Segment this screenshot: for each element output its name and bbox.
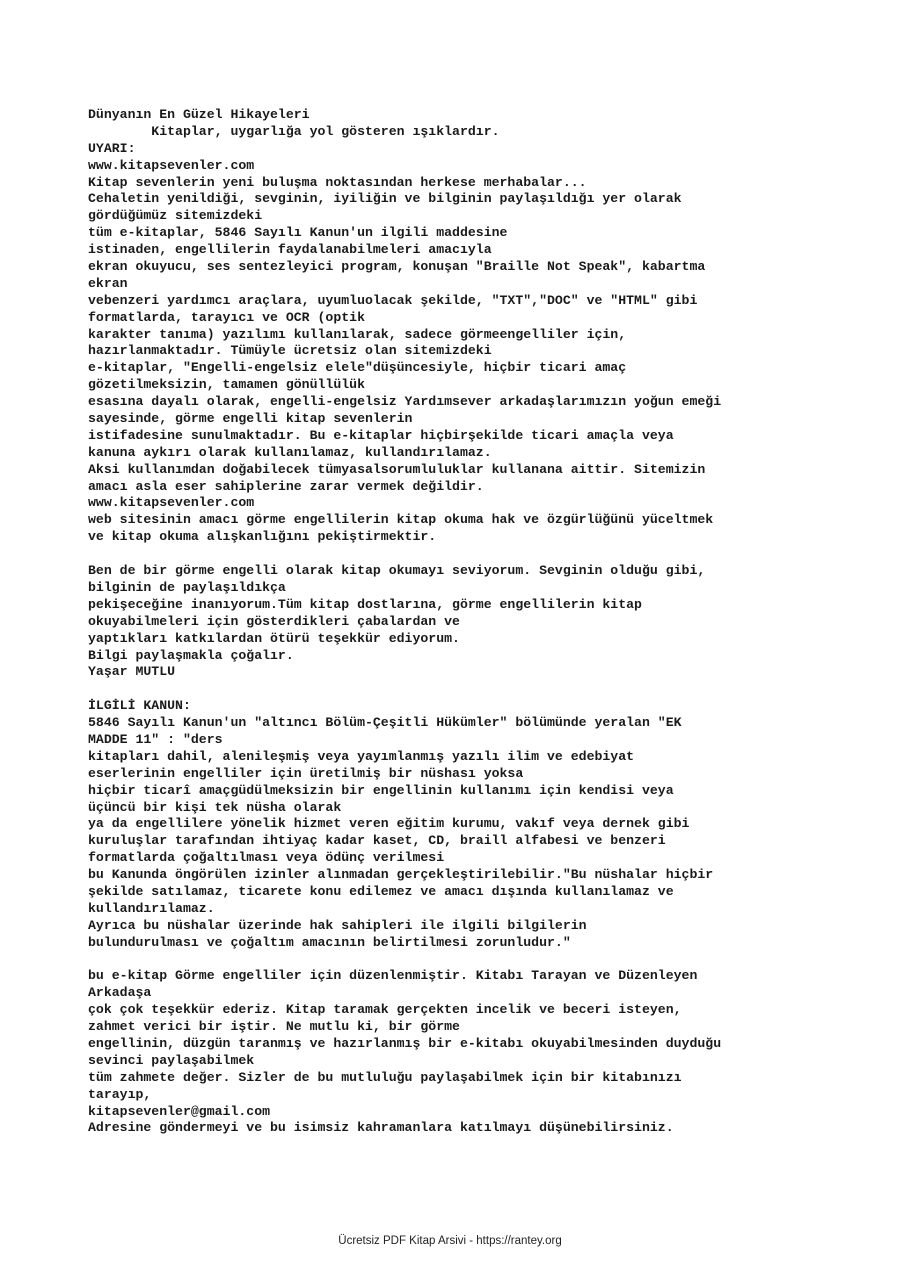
text-line: Yaşar MUTLU <box>88 664 176 680</box>
text-line: eserlerinin engelliler için üretilmiş bir nüshası yoksa <box>88 765 524 781</box>
text-line <box>88 952 888 969</box>
text-line: İLGİLİ KANUN: <box>88 698 191 714</box>
text-line: Dünyanın En Güzel Hikayeleri <box>88 107 310 122</box>
text-line: formatlarda çoğaltılması veya ödünç verilmesi <box>88 850 445 866</box>
text-line: bulundurulması ve çoğaltım amacının belirtilmesi zorunludur." <box>88 934 571 950</box>
text-line: Ben de bir görme engelli olarak kitap okumayı seviyorum. Sevginin olduğu gibi, <box>88 563 706 579</box>
text-line: tüm e-kitaplar, 5846 Sayılı Kanun'un ilgili maddesine <box>88 225 508 241</box>
text-line: kitapsevenler@gmail.com <box>88 1103 271 1119</box>
text-line: MADDE 11" : "ders <box>88 731 223 747</box>
text-line: gördüğümüz sitemizdeki <box>88 208 263 224</box>
text-line: yaptıkları katkılardan ötürü teşekkür ediyorum. <box>88 630 460 646</box>
text-line: istifadesine sunulmaktadır. Bu e-kitaplar hiçbirşekilde ticari amaçla veya <box>88 427 674 443</box>
text-line: e-kitaplar, "Engelli-engelsiz elele"düşüncesiyle, hiçbir ticari amaç <box>88 360 627 376</box>
text-line: kullandırılamaz. <box>88 900 215 916</box>
text-line: zahmet verici bir iştir. Ne mutlu ki, bir görme <box>88 1019 460 1035</box>
text-line: çok çok teşekkür ederiz. Kitap taramak gerçekten incelik ve beceri isteyen, <box>88 1002 682 1018</box>
text-line: pekişeceğine inanıyorum.Tüm kitap dostlarına, görme engellilerin kitap <box>88 596 642 612</box>
text-line: 5846 Sayılı Kanun'un "altıncı Bölüm-Çeşitli Hükümler" bölümünde yeralan "EK <box>88 715 682 731</box>
text-line: hazırlanmaktadır. Tümüyle ücretsiz olan sitemizdeki <box>88 343 492 359</box>
text-line: vebenzeri yardımcı araçlara, uyumluolacak şekilde, "TXT","DOC" ve "HTML" gibi <box>88 292 698 308</box>
text-line: gözetilmeksizin, tamamen gönüllülük <box>88 377 365 393</box>
text-line: amacı asla eser sahiplerine zarar vermek değildir. <box>88 478 484 494</box>
text-line: bu Kanunda öngörülen izinler alınmadan gerçekleştirilebilir."Bu nüshalar hiçbir <box>88 867 714 883</box>
text-line: UYARI: <box>88 140 136 156</box>
text-line: bilginin de paylaşıldıkça <box>88 579 286 595</box>
text-line: okuyabilmeleri için gösterdikleri çabalardan ve <box>88 613 460 629</box>
text-line: üçüncü bir kişi tek nüsha olarak <box>88 799 342 815</box>
text-line: tüm zahmete değer. Sizler de bu mutluluğu paylaşabilmek için bir kitabınızı <box>88 1069 682 1085</box>
text-line: ya da engellilere yönelik hizmet veren eğitim kurumu, vakıf veya dernek gibi <box>88 816 690 832</box>
text-line: karakter tanıma) yazılımı kullanılarak, sadece görmeengelliler için, <box>88 326 627 342</box>
text-line: şekilde satılamaz, ticarete konu edilemez ve amacı dışında kullanılamaz ve <box>88 883 674 899</box>
text-line: www.kitapsevenler.com <box>88 495 255 511</box>
text-line: www.kitapsevenler.com <box>88 157 255 173</box>
text-line: sevinci paylaşabilmek <box>88 1052 255 1068</box>
text-line: hiçbir ticarî amaçgüdülmeksizin bir engellinin kullanımı için kendisi veya <box>88 782 674 798</box>
text-line: Cehaletin yenildiği, sevginin, iyiliğin ve bilginin paylaşıldığı yer olarak <box>88 191 682 207</box>
text-line: tarayıp, <box>88 1086 152 1102</box>
text-line: Arkadaşa <box>88 985 152 1001</box>
text-line: ve kitap okuma alışkanlığını pekiştirmektir. <box>88 529 437 545</box>
text-line: formatlarda, tarayıcı ve OCR (optik <box>88 309 365 325</box>
text-line: kanuna aykırı olarak kullanılamaz, kullandırılamaz. <box>88 444 492 460</box>
text-line: Ayrıca bu nüshalar üzerinde hak sahipleri ile ilgili bilgilerin <box>88 917 587 933</box>
text-line: engellinin, düzgün taranmış ve hazırlanmış bir e-kitabı okuyabilmesinden duyduğu <box>88 1035 722 1051</box>
text-line <box>88 681 888 698</box>
text-line: kuruluşlar tarafından ihtiyaç kadar kaset, CD, braill alfabesi ve benzeri <box>88 833 666 849</box>
text-line: web sitesinin amacı görme engellilerin kitap okuma hak ve özgürlüğünü yüceltmek <box>88 512 714 528</box>
text-line: sayesinde, görme engelli kitap sevenlerin <box>88 411 413 427</box>
text-line: ekran okuyucu, ses sentezleyici program, konuşan "Braille Not Speak", kabartma <box>88 259 706 275</box>
text-line: Kitaplar, uygarlığa yol gösteren ışıklardır. <box>88 123 500 139</box>
text-line: kitapları dahil, alenileşmiş veya yayımlanmış yazılı ilim ve edebiyat <box>88 748 635 764</box>
page-footer: Ücretsiz PDF Kitap Arsivi - https://rantey.org <box>338 1235 562 1247</box>
text-line: esasına dayalı olarak, engelli-engelsiz Yardımsever arkadaşlarımızın yoğun emeği <box>88 394 722 410</box>
text-line: Adresine göndermeyi ve bu isimsiz kahramanlara katılmayı düşünebilirsiniz. <box>88 1120 674 1136</box>
text-line: bu e-kitap Görme engelliler için düzenlenmiştir. Kitabı Tarayan ve Düzenleyen <box>88 968 698 984</box>
text-line: Aksi kullanımdan doğabilecek tümyasalsorumluluklar kullanana aittir. Sitemizin <box>88 461 706 477</box>
text-line: Bilgi paylaşmakla çoğalır. <box>88 647 294 663</box>
text-line: istinaden, engellilerin faydalanabilmeleri amacıyla <box>88 242 492 258</box>
text-line: ekran <box>88 275 128 291</box>
text-line <box>88 546 888 563</box>
document-body <box>88 107 888 1137</box>
text-line: Kitap sevenlerin yeni buluşma noktasından herkese merhabalar... <box>88 174 587 190</box>
